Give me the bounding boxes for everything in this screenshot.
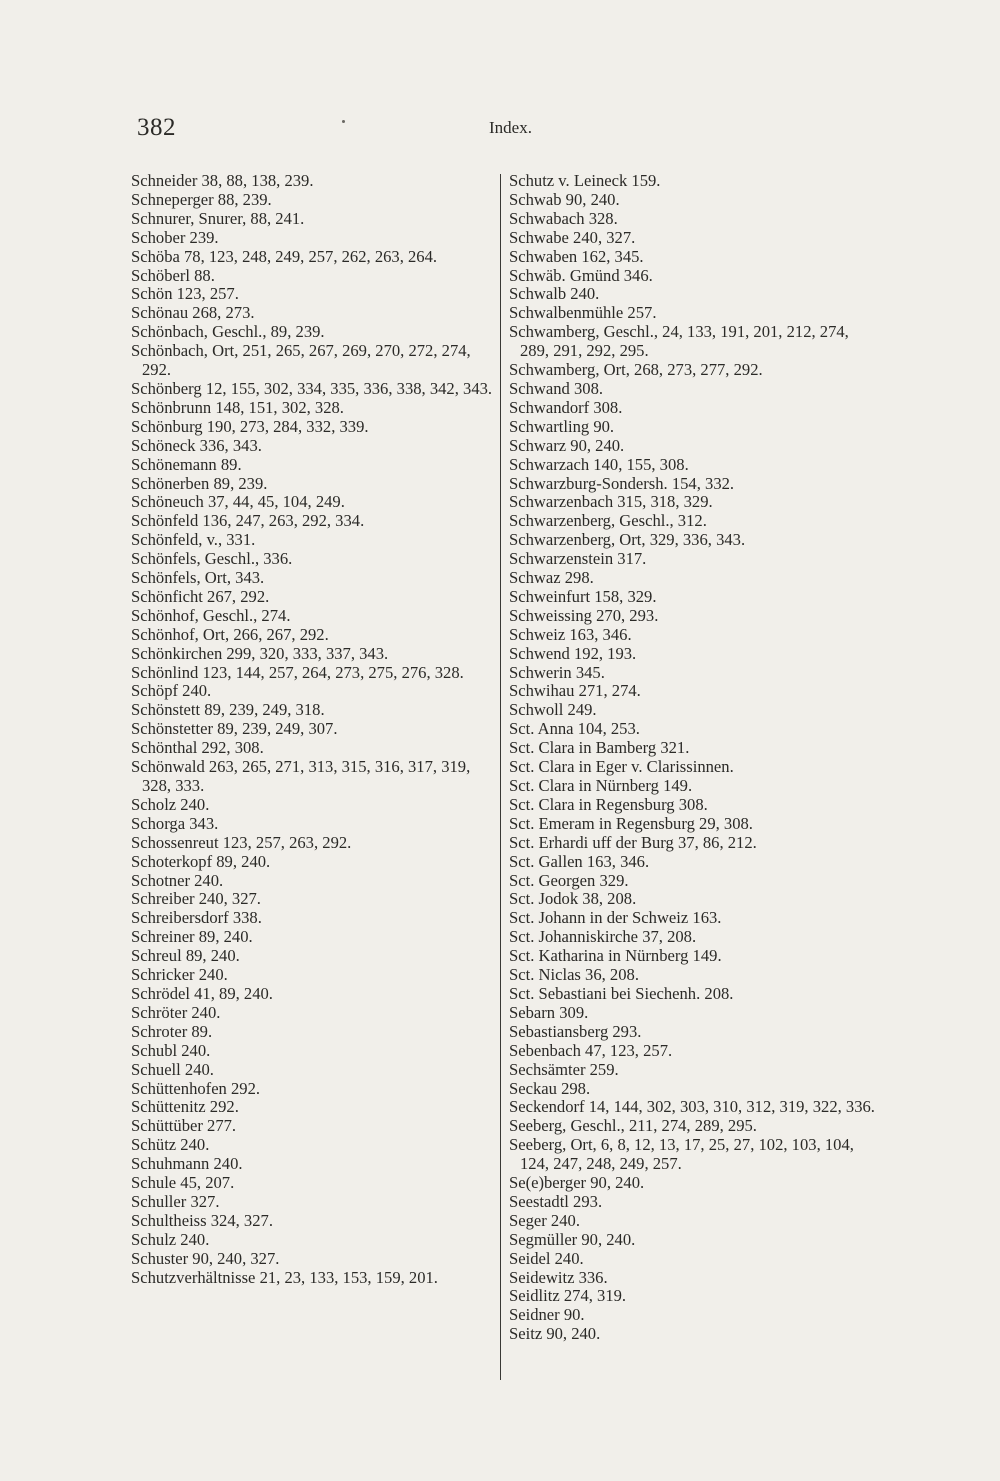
index-entry: Schreul 89, 240. [131, 946, 240, 966]
index-entry: Schönau 268, 273. [131, 303, 255, 323]
index-entry: Schüttenitz 292. [131, 1097, 239, 1117]
index-entry: Sebastiansberg 293. [509, 1021, 642, 1041]
index-entry: Sct. Clara in Regensburg 308. [509, 794, 708, 814]
index-entry: Schnurer, Snurer, 88, 241. [131, 208, 305, 228]
index-entry: Scholz 240. [131, 794, 210, 814]
index-entry: Schuller 327. [131, 1191, 220, 1211]
index-entry: Seger 240. [509, 1210, 580, 1230]
index-entry: Schönbach, Geschl., 89, 239. [131, 322, 325, 342]
index-entry: Schubl 240. [131, 1040, 211, 1060]
index-entry: Schönfeld 136, 247, 263, 292, 334. [131, 511, 365, 531]
index-entry: Schönbach, Ort, 251, 265, 267, 269, 270, 272, 274, 292. [131, 341, 471, 380]
index-entry: Schönfeld, v., 331. [131, 530, 256, 550]
index-entry: Schöneuch 37, 44, 45, 104, 249. [131, 492, 345, 512]
index-entry: Schönburg 190, 273, 284, 332, 339. [131, 416, 369, 436]
column-divider [500, 174, 501, 1380]
index-entry: Schön 123, 257. [131, 284, 239, 304]
index-entry: Schoterkopf 89, 240. [131, 851, 271, 871]
index-entry: Schwamberg, Ort, 268, 273, 277, 292. [509, 360, 763, 380]
index-entry: Sct. Emeram in Regensburg 29, 308. [509, 813, 753, 833]
index-entry: Schöba 78, 123, 248, 249, 257, 262, 263, 264. [131, 246, 438, 266]
index-entry: Schroter 89. [131, 1021, 213, 1041]
index-entry: Schönthal 292, 308. [131, 738, 264, 758]
index-column-right [509, 172, 879, 1344]
index-entry: Schwand 308. [509, 378, 604, 398]
index-column-left [131, 172, 501, 1287]
index-entry: Schweiz 163, 346. [509, 624, 632, 644]
index-entry: Seeberg, Ort, 6, 8, 12, 13, 17, 25, 27, 102, 103, 104, 124, 247, 248, 249, 257. [509, 1135, 854, 1174]
index-entry: Schwartling 90. [509, 416, 615, 436]
index-entry: Schricker 240. [131, 965, 228, 985]
index-entry: Sebarn 309. [509, 1002, 589, 1022]
index-entry: Schulz 240. [131, 1229, 210, 1249]
index-entry: Schröter 240. [131, 1002, 221, 1022]
index-entry: Schreiber 240, 327. [131, 889, 261, 909]
index-entry: Schwäb. Gmünd 346. [509, 265, 653, 285]
index-entry: Segmüller 90, 240. [509, 1229, 636, 1249]
index-entry: Schwaben 162, 345. [509, 246, 644, 266]
index-entry: Schneider 38, 88, 138, 239. [131, 171, 314, 190]
index-entry: Schwarz 90, 240. [509, 435, 625, 455]
index-entry: Schossenreut 123, 257, 263, 292. [131, 832, 352, 852]
index-entry: Schwarzach 140, 155, 308. [509, 454, 689, 474]
index-entry: Schwend 192, 193. [509, 643, 637, 663]
index-entry: Schwalbenmühle 257. [509, 303, 657, 323]
index-entry: Sct. Erhardi uff der Burg 37, 86, 212. [509, 832, 757, 852]
index-entry: Se(e)berger 90, 240. [509, 1173, 645, 1193]
index-entry: Seidner 90. [509, 1305, 585, 1325]
index-entry: Seidlitz 274, 319. [509, 1286, 627, 1306]
index-entry: Schönstett 89, 239, 249, 318. [131, 700, 325, 720]
index-entry: Schüttenhofen 292. [131, 1078, 261, 1098]
index-entry: Schuhmann 240. [131, 1154, 243, 1174]
index-entry: Schönficht 267, 292. [131, 586, 270, 606]
index-entry: Schöpf 240. [131, 681, 212, 701]
index-entry: Schuster 90, 240, 327. [131, 1248, 280, 1268]
index-entry: Schöneck 336, 343. [131, 435, 262, 455]
index-entry: Schönemann 89. [131, 454, 242, 474]
index-entry: Sct. Clara in Eger v. Clarissinnen. [509, 757, 734, 777]
index-entry: Schönerben 89, 239. [131, 473, 268, 493]
index-entry: Schotner 240. [131, 870, 224, 890]
index-entry: Schönlind 123, 144, 257, 264, 273, 275, 276, 328. [131, 662, 464, 682]
index-entry: Seckau 298. [509, 1078, 591, 1098]
index-entry: Sct. Clara in Bamberg 321. [509, 738, 690, 758]
index-entry: Schuell 240. [131, 1059, 214, 1079]
index-entry: Schwalb 240. [509, 284, 600, 304]
index-entry: Sechsämter 259. [509, 1059, 619, 1079]
index-entry: Sct. Johann in der Schweiz 163. [509, 908, 722, 928]
index-entry: Schwarzenstein 317. [509, 549, 647, 569]
index-entry: Schwabach 328. [509, 208, 618, 228]
index-entry: Schönkirchen 299, 320, 333, 337, 343. [131, 643, 389, 663]
index-entry: Sebenbach 47, 123, 257. [509, 1040, 673, 1060]
index-entry: Schönhof, Geschl., 274. [131, 605, 291, 625]
index-entry: Schönfels, Geschl., 336. [131, 549, 293, 569]
page-number: 382 [137, 114, 176, 141]
index-entry: Sct. Gallen 163, 346. [509, 851, 650, 871]
index-entry: Schorga 343. [131, 813, 219, 833]
index-entry: Seidel 240. [509, 1248, 584, 1268]
index-entry: Sct. Jodok 38, 208. [509, 889, 637, 909]
print-speck [342, 120, 345, 123]
index-entry: Schwaz 298. [509, 568, 594, 588]
index-entry: Schwarzenberg, Ort, 329, 336, 343. [509, 530, 746, 550]
index-entry: Schwihau 271, 274. [509, 681, 641, 701]
index-entry: Seestadtl 293. [509, 1191, 603, 1211]
index-entry: Schreibersdorf 338. [131, 908, 262, 928]
index-entry: Schutz v. Leineck 159. [509, 171, 661, 190]
index-entry: Schweinfurt 158, 329. [509, 586, 657, 606]
index-entry: Schwamberg, Geschl., 24, 133, 191, 201, 212, 274, 289, 291, 292, 295. [509, 322, 849, 361]
index-entry: Schweissing 270, 293. [509, 605, 659, 625]
index-entry: Sct. Anna 104, 253. [509, 719, 640, 739]
index-entry: Schönfels, Ort, 343. [131, 568, 265, 588]
index-entry: Schönwald 263, 265, 271, 313, 315, 316, 317, 319, 328, 333. [131, 757, 471, 795]
index-entry: Schwarzburg-Sondersh. 154, 332. [509, 473, 735, 493]
index-entry: Schwarzenbach 315, 318, 329. [509, 492, 713, 512]
index-entry: Schreiner 89, 240. [131, 927, 253, 947]
index-entry: Schneperger 88, 239. [131, 189, 272, 209]
index-entry: Sct. Johanniskirche 37, 208. [509, 927, 697, 947]
index-entry: Schwarzenberg, Geschl., 312. [509, 511, 707, 531]
index-entry: Sct. Georgen 329. [509, 870, 629, 890]
index-entry: Sct. Niclas 36, 208. [509, 965, 639, 985]
index-entry: Sct. Katharina in Nürnberg 149. [509, 946, 722, 966]
index-entry: Sct. Clara in Nürnberg 149. [509, 776, 693, 795]
index-entry: Schönberg 12, 155, 302, 334, 335, 336, 338, 342, 343. [131, 378, 493, 398]
running-head: Index. [489, 118, 532, 137]
index-entry: Schwandorf 308. [509, 397, 623, 417]
index-entry: Schober 239. [131, 227, 219, 247]
index-entry: Schüttüber 277. [131, 1116, 237, 1136]
index-entry: Schöberl 88. [131, 265, 215, 285]
index-entry: Seeberg, Geschl., 211, 274, 289, 295. [509, 1116, 757, 1136]
index-entry: Sct. Sebastiani bei Siechenh. 208. [509, 983, 734, 1003]
index-entry: Schutzverhältnisse 21, 23, 133, 153, 159, 201. [131, 1267, 438, 1287]
index-entry: Schrödel 41, 89, 240. [131, 983, 273, 1003]
index-entry: Seckendorf 14, 144, 302, 303, 310, 312, 319, 322, 336. [509, 1097, 875, 1117]
index-entry: Seidewitz 336. [509, 1267, 608, 1287]
index-entry: Schönstetter 89, 239, 249, 307. [131, 719, 338, 739]
index-entry: Schütz 240. [131, 1135, 210, 1155]
index-entry: Schultheiss 324, 327. [131, 1210, 273, 1230]
index-entry: Seitz 90, 240. [509, 1324, 601, 1344]
index-entry: Schwabe 240, 327. [509, 227, 636, 247]
index-entry: Schwerin 345. [509, 662, 605, 682]
index-entry: Schwoll 249. [509, 700, 597, 720]
index-entry: Schönbrunn 148, 151, 302, 328. [131, 397, 344, 417]
index-entry: Schwab 90, 240. [509, 189, 620, 209]
index-entry: Schule 45, 207. [131, 1173, 235, 1193]
index-entry: Schönhof, Ort, 266, 267, 292. [131, 624, 329, 644]
